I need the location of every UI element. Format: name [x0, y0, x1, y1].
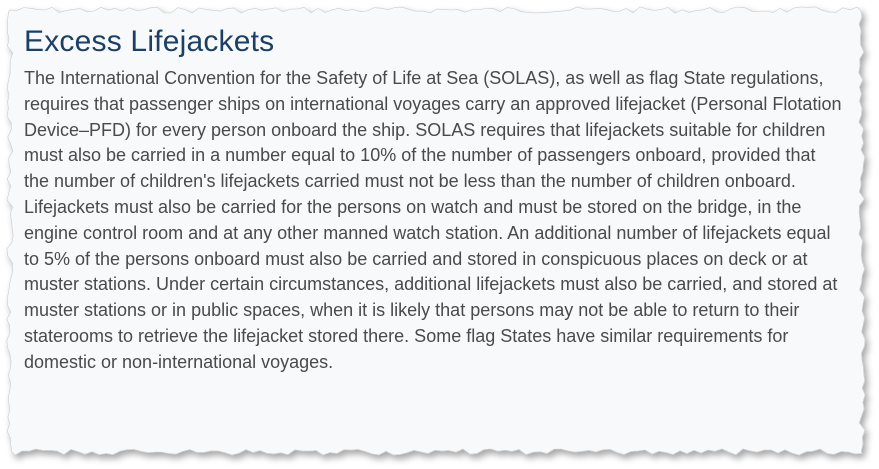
article-body: The International Convention for the Safety of Life at Sea (SOLAS), as well as flag State regulations, requires that passenger ships on international voyages carry an approved lifejacket (Personal Flotation Device–PFD) for every person onboard the ship. SOLAS requires that lifejackets suitable for children must also be carried in a number equal to 10% of the number of passengers onboard, provided that the number of children's lifejackets carried must not be less than the number of children onboard. Lifejackets must also be carried for the persons on watch and must be stored on the bridge, in the engine control room and at any other manned watch station. An additional number of lifejackets equal to 5% of the persons onboard must also be carried and stored in conspicuous places on deck or at muster stations. Under certain circumstances, additional lifejackets must also be carried, and stored at muster stations or in public spaces, when it is likely that persons may not be able to return to their staterooms to retrieve the lifejacket stored there. Some flag States have similar requirements for domestic or non-international voyages. — [24, 68, 842, 372]
article-title: Excess Lifejackets — [24, 25, 275, 58]
article — [24, 22, 844, 376]
